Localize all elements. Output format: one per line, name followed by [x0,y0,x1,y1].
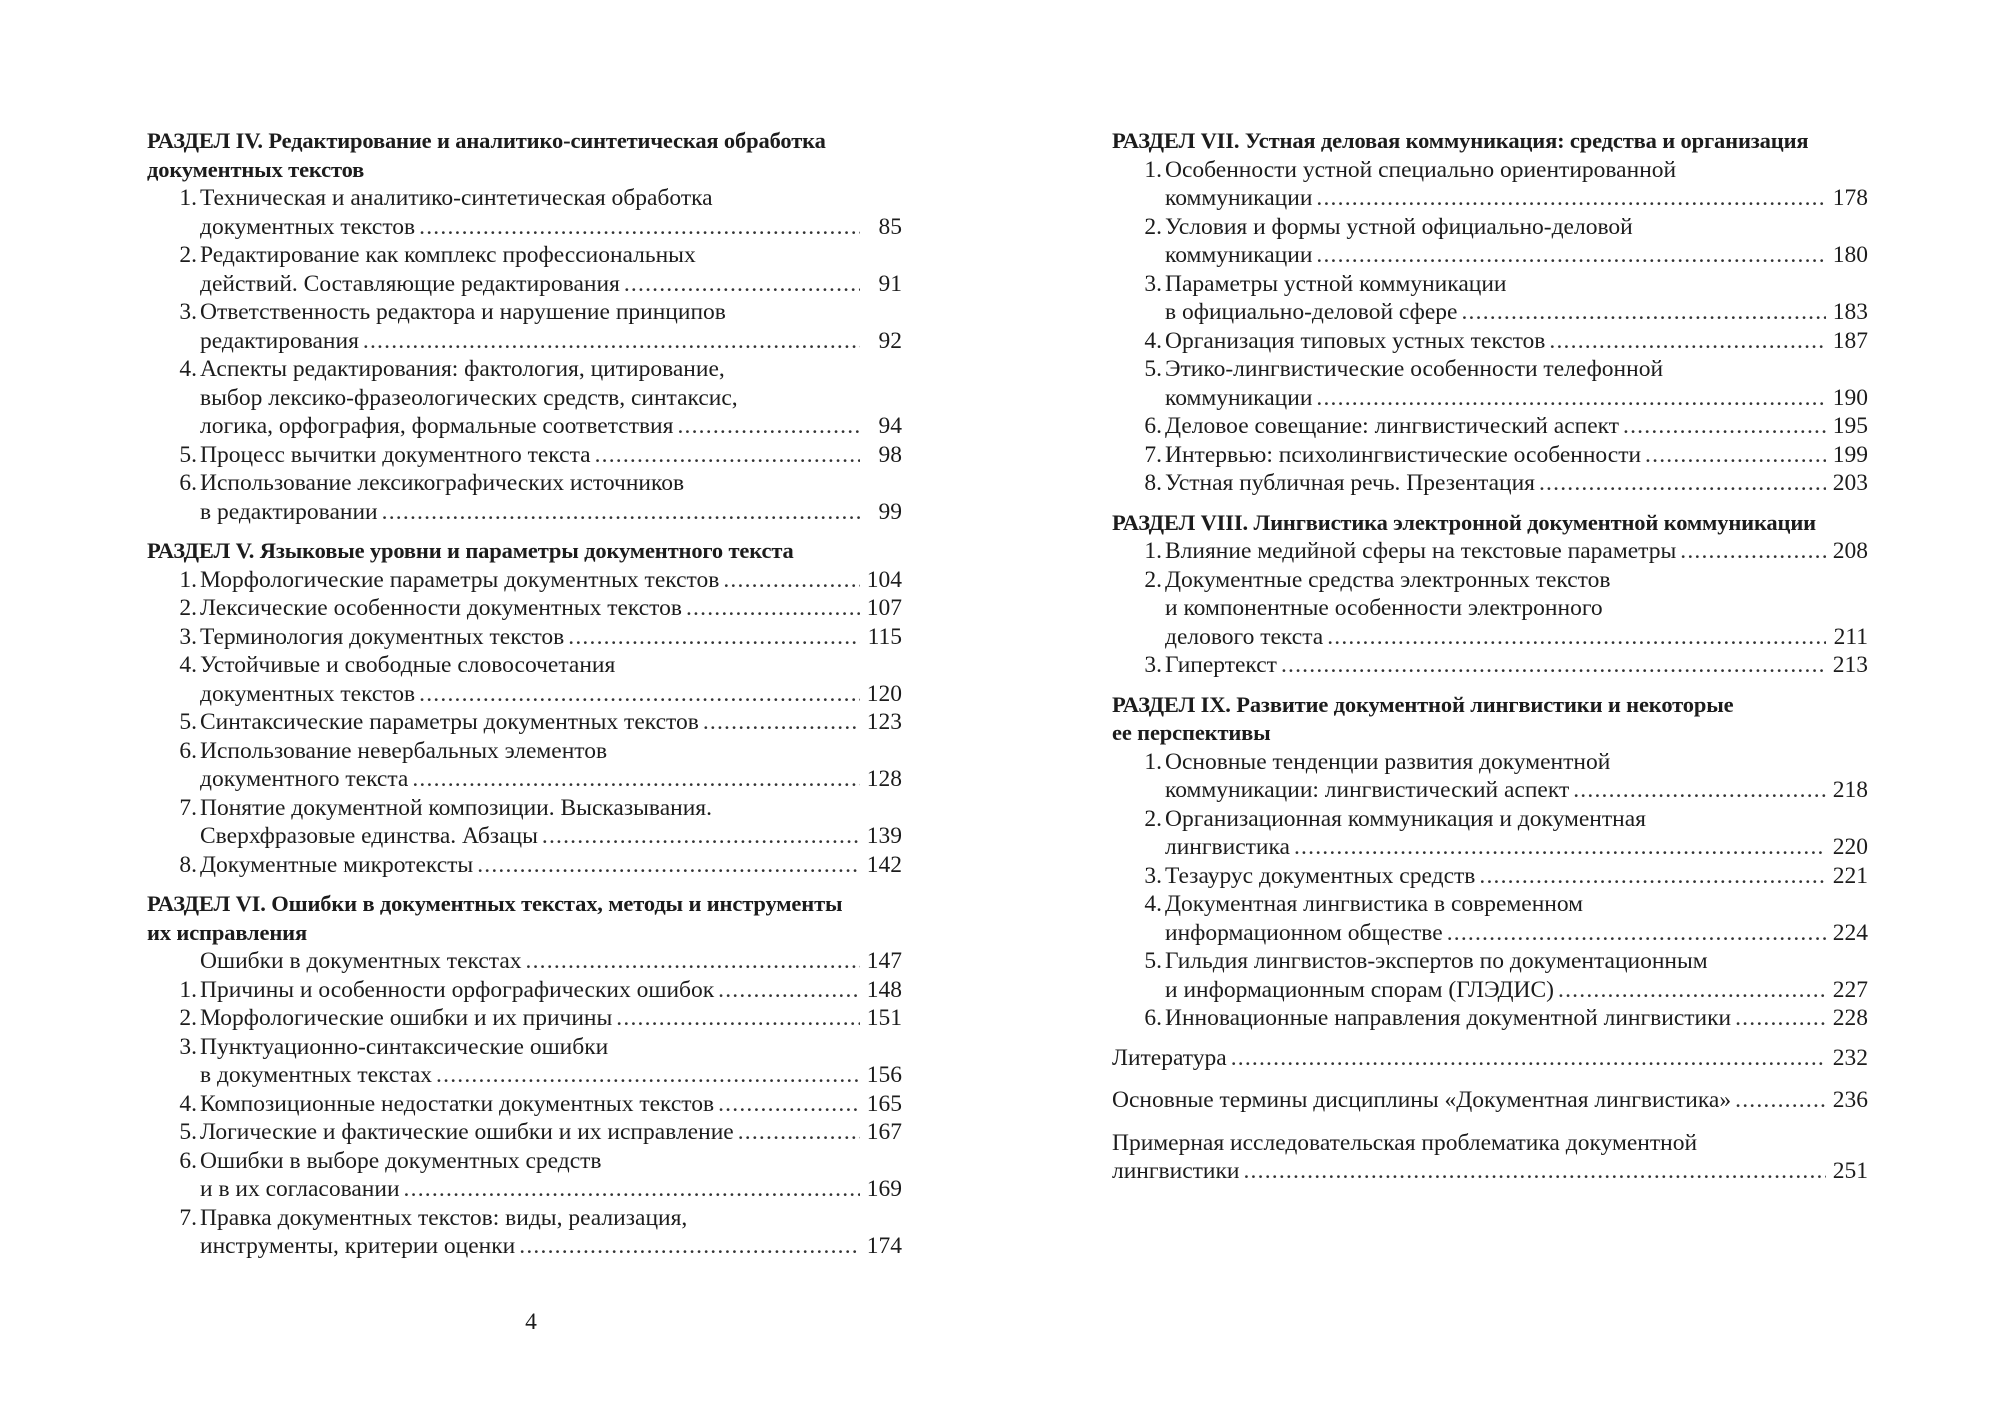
toc-entry[interactable] [1112,270,1868,327]
toc-entry[interactable] [147,651,902,708]
entry-title-line: Техническая и аналитико-синтетическая обработка [200,185,713,211]
toc-section [1112,691,1868,1033]
entry-title-line [147,976,902,1005]
entry-page-number: 94 [878,413,902,439]
dot-leader [419,213,860,242]
entry-number: 4. [179,356,197,382]
section-heading[interactable]: ее перспективы [1112,720,1271,745]
toc-entry[interactable] [1112,862,1868,891]
section-heading[interactable]: РАЗДЕЛ VII. Устная деловая коммуникация: средства и организация [1112,128,1809,153]
entry-title-text: Композиционные недостатки документных текстов [200,1090,715,1117]
toc-entry[interactable] [147,1090,902,1119]
toc-entry[interactable] [147,441,902,470]
entry-number: 2. [1144,566,1162,593]
entry-number: 5. [179,709,197,735]
entry-page-number: 220 [1832,834,1868,860]
dot-leader [404,1175,860,1204]
entry-number: 6. [1144,1005,1162,1031]
toc-entry[interactable] [1112,566,1868,652]
dot-leader [686,594,860,623]
entry-number: 2. [179,242,197,268]
entry-page-number: 123 [866,709,902,735]
toc-entry[interactable] [147,566,902,595]
entry-title-text: Ошибки в документных текстах [200,948,522,974]
entry-page-number: 224 [1832,919,1868,946]
entry-page-number: 104 [866,566,902,593]
dot-leader [363,327,860,356]
entry-title-line: Основные тенденции развития документной [1165,748,1611,775]
entry-title-line [147,1061,902,1090]
entry-title-text: в редактировании [200,498,378,525]
entry-title-line [1112,327,1868,356]
dot-leader [568,623,860,652]
entry-title-line [1112,384,1868,413]
entry-page-number: 85 [878,213,902,240]
toc-entry[interactable] [1112,469,1868,498]
entry-title-text: инструменты, критерии оценки [200,1233,516,1259]
entry-number: 3. [179,623,197,650]
entry-title-line: Организационная коммуникация и документная [1165,805,1646,832]
entry-title-line: Условия и формы устной официально-деловой [1165,213,1633,240]
dot-leader [1623,412,1826,441]
entry-title-line: Примерная исследовательская проблематика документной [1112,1129,1698,1156]
entry-title-text: документного текста [200,766,409,792]
entry-title-line [147,594,902,623]
section-heading[interactable]: РАЗДЕЛ VI. Ошибки в документных текстах, методы и инструменты [147,891,843,916]
dot-leader [1479,862,1826,891]
dot-leader [519,1232,860,1261]
entry-page-number: 218 [1832,777,1868,803]
toc-entry[interactable] [1112,441,1868,470]
toc-entry[interactable] [1112,748,1868,805]
toc-entry[interactable] [147,594,902,623]
toc-section [147,890,902,1261]
entry-page-number: 107 [866,595,902,621]
entry-title-text: и информационным спорам (ГЛЭДИС) [1165,976,1555,1003]
section-heading[interactable]: РАЗДЕЛ V. Языковые уровни и параметры документного текста [147,538,794,563]
entry-number: 4. [1144,327,1162,354]
entry-page-number: 178 [1832,185,1868,211]
toc-entry[interactable] [1112,355,1868,412]
entry-title-text: лингвистика [1165,834,1290,860]
entry-page-number: 142 [866,851,902,878]
toc-entry[interactable] [147,355,902,441]
toc-entry[interactable] [147,737,902,794]
toc-section [1112,509,1868,680]
entry-page-number: 203 [1832,470,1868,496]
entry-page-number: 183 [1832,299,1868,325]
entry-number: 1. [179,185,197,211]
entry-title-line: Использование невербальных элементов [200,737,608,764]
entry-title-text: Инновационные направления документной лингвистики [1165,1005,1732,1031]
entry-page-number: 232 [1832,1044,1868,1071]
dot-leader [738,1118,860,1147]
section-heading[interactable]: РАЗДЕЛ IX. Развитие документной лингвистики и некоторые [1112,691,1734,717]
entry-number: 2. [179,1005,197,1031]
entry-title-text: документных текстов [200,213,416,240]
entry-title-line [1112,1044,1868,1073]
entry-title-text: в официально-деловой сфере [1165,299,1458,325]
entry-page-number: 115 [867,623,902,650]
dot-leader [1447,919,1826,948]
entry-number: 6. [179,737,197,764]
dot-leader [595,441,860,470]
entry-title-text: коммуникации: лингвистический аспект [1165,777,1570,803]
entry-title-line [1112,441,1868,470]
entry-number: 2. [1144,805,1162,832]
left-column [147,127,902,1272]
entry-title-line: Редактирование как комплекс профессиональных [200,242,696,268]
toc-entry[interactable] [147,184,902,241]
entry-title-line: Этико-лингвистические особенности телефонной [1165,356,1664,382]
dot-leader [1316,384,1826,413]
dot-leader [1231,1044,1826,1073]
toc-section [1112,127,1868,498]
section-heading[interactable]: документных текстов [147,156,365,182]
dot-leader [1281,651,1826,680]
entry-title-text: Процесс вычитки документного текста [200,441,591,468]
entry-title-line [147,1118,902,1147]
entry-number: 7. [179,1204,197,1231]
toc-backmatter-entry[interactable] [1112,1044,1868,1073]
entry-title-line [147,1232,902,1261]
entry-title-line [147,1004,902,1033]
entry-title-line [1112,1086,1868,1115]
entry-number: 7. [179,794,197,821]
entry-number: 2. [179,595,197,621]
entry-title-line [147,851,902,880]
toc-entry[interactable] [1112,1004,1868,1033]
entry-title-text: Морфологические ошибки и их причины [200,1005,613,1031]
entry-title-text: документных текстов [200,680,416,707]
entry-page-number: 167 [866,1119,902,1145]
entry-title-line: Ошибки в выборе документных средств [200,1147,602,1174]
toc-entry[interactable] [147,1004,902,1033]
section-heading[interactable]: их исправления [147,919,307,945]
dot-leader [718,1090,860,1119]
entry-page-number: 236 [1832,1087,1868,1113]
toc-backmatter-entry[interactable] [1112,1129,1868,1186]
entry-title-line [147,566,902,595]
backmatter-block [1112,1129,1868,1186]
dot-leader [412,765,860,794]
dot-leader [419,680,860,709]
dot-leader [542,822,860,851]
entry-number: 3. [179,1033,197,1060]
entry-title-line [1112,651,1868,680]
entry-title-line: Аспекты редактирования: фактология, цитирование, [200,356,725,382]
entry-title-text: Организация типовых устных текстов [1165,327,1546,354]
entry-number: 2. [1144,213,1162,240]
entry-number: 3. [1144,270,1162,297]
entry-number: 8. [179,851,197,878]
toc-entry[interactable] [147,976,902,1005]
dot-leader [1243,1157,1826,1186]
entry-page-number: 213 [1832,652,1868,678]
entry-title-text: коммуникации [1165,242,1313,268]
entry-page-number: 187 [1832,327,1868,354]
right-column [1112,127,1868,1200]
entry-number: 1. [179,566,197,593]
entry-title-line: Устойчивые и свободные словосочетания [200,652,616,678]
toc-entry[interactable] [1112,890,1868,947]
toc-entry[interactable] [147,851,902,880]
entry-title-line [147,765,902,794]
dot-leader [477,851,860,880]
dot-leader [1680,537,1826,566]
entry-title-text: коммуникации [1165,185,1313,211]
entry-title-text: в документных текстах [200,1062,433,1088]
entry-page-number: 156 [866,1062,902,1088]
entry-number: 6. [1144,413,1162,439]
entry-title-text: Сверхфразовые единства. Абзацы [200,823,538,849]
entry-title-line [1112,833,1868,862]
entry-page-number: 91 [878,270,902,297]
entry-page-number: 165 [866,1090,902,1117]
entry-title-text: Основные термины дисциплины «Документная лингвистика» [1112,1087,1732,1113]
entry-title-line [147,1090,902,1119]
toc-entry[interactable] [1112,947,1868,1004]
dot-leader [1735,1086,1826,1115]
toc-entry[interactable] [147,708,902,737]
dot-leader [1294,833,1826,862]
toc-entry[interactable] [147,1147,902,1204]
toc-entry[interactable] [147,469,902,526]
backmatter-block [1112,1044,1868,1073]
entry-title-text: Устная публичная речь. Презентация [1165,470,1535,496]
dot-leader [1316,241,1826,270]
dot-leader [526,947,860,976]
entry-page-number: 120 [866,680,902,707]
entry-number: 1. [1144,156,1162,183]
toc-entry[interactable] [1112,805,1868,862]
entry-number: 8. [1144,470,1162,496]
dot-leader [1549,327,1826,356]
dot-leader [1461,298,1826,327]
entry-title-line [147,412,902,441]
entry-title-line [1112,623,1868,652]
entry-number: 4. [1144,891,1162,917]
entry-title-text: Деловое совещание: лингвистический аспект [1165,413,1620,439]
entry-title-line [147,498,902,527]
entry-title-line: Параметры устной коммуникации [1165,270,1507,297]
entry-title-line [1112,862,1868,891]
entry-title-text: Гипертекст [1165,652,1277,678]
dot-leader [1316,184,1826,213]
toc-entry[interactable] [1112,537,1868,566]
backmatter-block [1112,1086,1868,1115]
entry-number: 1. [1144,538,1162,564]
section-heading[interactable]: РАЗДЕЛ IV. Редактирование и аналитико-синтетическая обработка [147,128,826,153]
entry-title-text: Интервью: психолингвистические особенности [1165,441,1642,468]
entry-page-number: 139 [866,823,902,849]
entry-page-number: 99 [878,498,902,525]
dot-leader [1327,623,1826,652]
dot-leader [382,498,860,527]
toc-section [147,127,902,526]
entry-page-number: 98 [878,441,902,468]
entry-page-number: 128 [866,766,902,792]
dot-leader [723,566,860,595]
entry-page-number: 147 [866,948,902,974]
entry-title-line: Ответственность редактора и нарушение принципов [200,299,726,325]
toc-entry[interactable] [147,241,902,298]
entry-title-line [1112,184,1868,213]
dot-leader [718,976,860,1005]
entry-title-line: Пунктуационно-синтаксические ошибки [200,1033,609,1060]
toc-entry[interactable] [1112,412,1868,441]
entry-title-text: редактирования [200,327,359,354]
entry-number: 3. [1144,652,1162,678]
dot-leader [1735,1004,1826,1033]
entry-title-text: Влияние медийной сферы на текстовые параметры [1165,538,1677,564]
toc-entry[interactable] [147,1204,902,1261]
entry-page-number: 208 [1832,538,1868,564]
entry-number: 1. [1144,748,1162,775]
toc-entry[interactable] [1112,213,1868,270]
entry-number: 4. [179,652,197,678]
entry-title-text: Логические и фактические ошибки и их исправление [200,1119,734,1145]
entry-title-text: Литература [1112,1044,1227,1071]
entry-number: 3. [179,299,197,325]
entry-number: 1. [179,976,197,1003]
entry-title-line [1112,412,1868,441]
section-heading[interactable]: РАЗДЕЛ VIII. Лингвистика электронной документной коммуникации [1112,509,1816,535]
toc-entry[interactable] [1112,651,1868,680]
entry-title-text: лингвистики [1112,1158,1240,1184]
toc-entry[interactable] [147,1033,902,1090]
entry-title-text: Документные микротексты [200,851,474,878]
entry-title-line [147,822,902,851]
entry-page-number: 169 [866,1176,902,1202]
entry-title-text: и в их согласовании [200,1176,400,1202]
entry-page-number: 221 [1832,862,1868,889]
entry-page-number: 92 [878,327,902,354]
entry-number: 5. [1144,948,1162,974]
entry-page-number: 227 [1832,976,1868,1003]
toc-backmatter-entry[interactable] [1112,1086,1868,1115]
entry-title-text: Синтаксические параметры документных текстов [200,709,699,735]
entry-title-text: Морфологические параметры документных текстов [200,566,720,593]
entry-number: 7. [1144,441,1162,468]
entry-title-line: и компонентные особенности электронного [1165,595,1603,621]
entry-title-line [147,623,902,652]
dot-leader [1573,776,1826,805]
dot-leader [624,270,860,299]
entry-title-line: Документные средства электронных текстов [1165,566,1611,593]
entry-page-number: 228 [1832,1005,1868,1031]
entry-number: 5. [179,1119,197,1145]
entry-title-text: Терминология документных текстов [200,623,565,650]
entry-title-text: Лексические особенности документных текстов [200,595,682,621]
toc-section [147,537,902,879]
entry-title-line: выбор лексико-фразеологических средств, синтаксис, [200,384,738,411]
entry-page-number: 148 [866,976,902,1003]
toc-entry[interactable] [147,1118,902,1147]
entry-page-number: 151 [866,1005,902,1031]
entry-title-line [1112,919,1868,948]
entry-page-number: 190 [1832,384,1868,411]
entry-title-text: логика, орфография, формальные соответствия [200,413,674,439]
dot-leader [616,1004,860,1033]
entry-title-line: Использование лексикографических источников [200,470,685,496]
entry-title-line [147,708,902,737]
dot-leader [1645,441,1826,470]
entry-title-line [1112,1157,1868,1186]
dot-leader [703,708,860,737]
toc-entry[interactable] [147,623,902,652]
entry-title-line [147,1175,902,1204]
entry-title-line: Особенности устной специально ориентированной [1165,156,1677,183]
entry-title-line [1112,469,1868,498]
entry-number: 5. [1144,356,1162,382]
entry-page-number: 251 [1832,1158,1868,1184]
entry-title-text: коммуникации [1165,384,1313,411]
dot-leader [1558,976,1826,1005]
entry-title-text: действий. Составляющие редактирования [200,270,620,297]
entry-title-line [1112,298,1868,327]
entry-page-number: 199 [1832,441,1868,468]
entry-title-line [147,680,902,709]
dot-leader [1539,469,1826,498]
toc-entry[interactable] [147,794,902,851]
toc-entry[interactable] [1112,327,1868,356]
entry-title-line: Документная лингвистика в современном [1165,891,1584,917]
dot-leader [677,412,860,441]
entry-number: 5. [179,441,197,468]
entry-title-line [147,441,902,470]
toc-entry[interactable] [147,947,902,976]
entry-title-line: Правка документных текстов: виды, реализация, [200,1204,688,1231]
entry-title-line [147,947,902,976]
entry-title-line [1112,241,1868,270]
entry-title-text: информационном обществе [1165,919,1443,946]
entry-title-line [1112,1004,1868,1033]
entry-page-number: 195 [1832,413,1868,439]
page-number: 4 [525,1309,537,1335]
entry-page-number: 174 [866,1233,902,1259]
entry-title-text: Причины и особенности орфографических ошибок [200,976,715,1003]
toc-entry[interactable] [147,298,902,355]
entry-page-number: 180 [1832,242,1868,268]
entry-number: 3. [1144,862,1162,889]
entry-number: 6. [179,470,197,496]
entry-page-number: 211 [1833,623,1868,650]
entry-number: 4. [179,1090,197,1117]
entry-title-line [1112,537,1868,566]
entry-title-line: Понятие документной композиции. Высказывания. [200,794,712,821]
entry-title-line: Гильдия лингвистов-экспертов по документационным [1165,948,1708,974]
entry-number: 6. [179,1147,197,1174]
entry-title-text: Тезаурус документных средств [1165,862,1476,889]
entry-title-line [147,327,902,356]
entry-title-line [1112,976,1868,1005]
entry-title-line [147,213,902,242]
entry-title-line [1112,776,1868,805]
entry-title-line [147,270,902,299]
entry-title-text: делового текста [1165,623,1324,650]
toc-entry[interactable] [1112,156,1868,213]
dot-leader [436,1061,860,1090]
